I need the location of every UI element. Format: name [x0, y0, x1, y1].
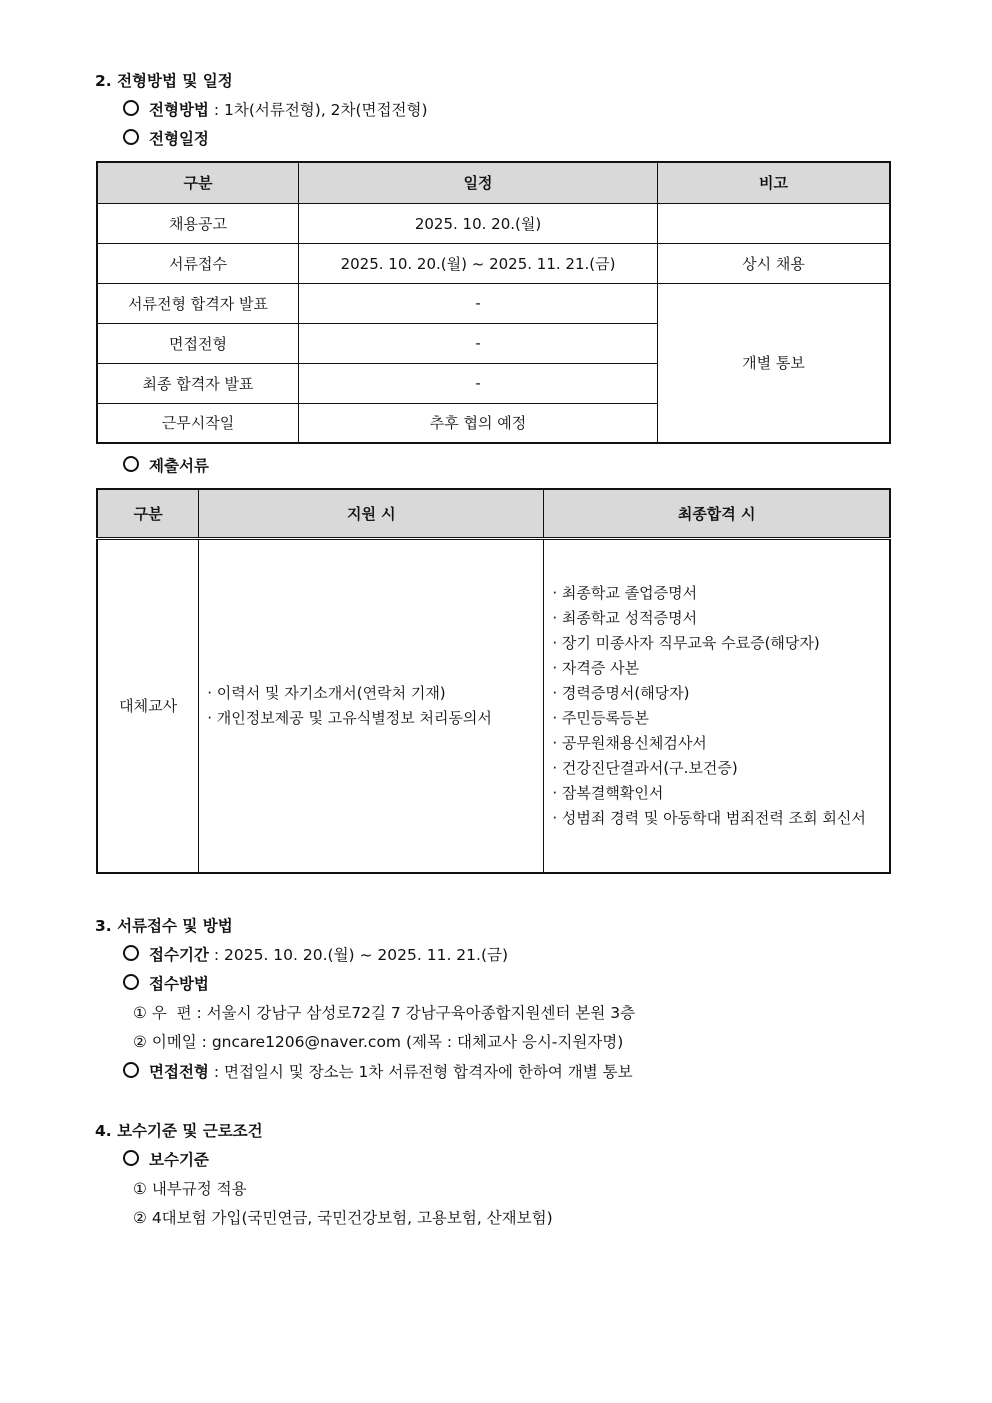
- schedule-item: 근무시작일: [97, 403, 298, 443]
- schedule-date: -: [298, 363, 657, 403]
- final-docs-cell: [544, 538, 890, 873]
- mail-line: ① 우 편 : 서울시 강남구 삼성로72길 7 강남구육아종합지원센터 본원 3층: [133, 1004, 636, 1022]
- list-item: · 공무원채용신체검사서: [552, 733, 707, 752]
- list-item: · 잠복결핵확인서: [552, 783, 664, 802]
- circle-bullet-icon: [123, 1062, 139, 1078]
- circle-bullet-icon: [123, 974, 139, 990]
- schedule-item: 최종 합격자 발표: [97, 363, 298, 403]
- schedule-header-note: 비고: [658, 162, 890, 203]
- pay-line: [123, 1149, 209, 1171]
- interview-label: 면접전형: [149, 1063, 209, 1081]
- documents-header-category: 구분: [97, 489, 199, 538]
- section-3-heading: 3. 서류접수 및 방법: [95, 917, 233, 935]
- section-4-heading: 4. 보수기준 및 근로조건: [95, 1122, 263, 1140]
- table-row: [97, 243, 890, 283]
- list-item: · 경력증명서(해당자): [552, 683, 690, 702]
- schedule-date: -: [298, 323, 657, 363]
- schedule-label: 전형일정: [149, 130, 209, 148]
- list-item: · 장기 미종사자 직무교육 수료증(해당자): [552, 633, 820, 652]
- schedule-date: 2025. 10. 20.(월): [298, 203, 657, 243]
- schedule-line: [123, 128, 209, 150]
- interview-value: : 면접일시 및 장소는 1차 서류전형 합격자에 한하여 개별 통보: [213, 1063, 633, 1081]
- table-row: [97, 538, 890, 873]
- documents-header-apply: 지원 시: [199, 489, 544, 538]
- schedule-header-date: 일정: [298, 162, 657, 203]
- schedule-item: 채용공고: [97, 203, 298, 243]
- schedule-merged-note: 개별 통보: [658, 283, 890, 443]
- list-item: · 주민등록등본: [552, 708, 649, 727]
- period-label: 접수기간: [149, 946, 209, 964]
- schedule-header-category: 구분: [97, 162, 298, 203]
- receipt-method-label: 접수방법: [149, 975, 209, 993]
- list-item: · 이력서 및 자기소개서(연락처 기재): [207, 683, 446, 702]
- method-label: 전형방법: [149, 101, 209, 119]
- documents-category: 대체교사: [97, 538, 199, 873]
- schedule-note: [658, 203, 890, 243]
- schedule-date: 추후 협의 예정: [298, 403, 657, 443]
- period-line: [123, 944, 508, 966]
- documents-header-final: 최종합격 시: [544, 489, 890, 538]
- list-item: · 최종학교 졸업증명서: [552, 583, 698, 602]
- method-line: [123, 99, 428, 121]
- circle-bullet-icon: [123, 456, 139, 472]
- schedule-table: [96, 161, 891, 444]
- circle-bullet-icon: [123, 100, 139, 116]
- schedule-date: -: [298, 283, 657, 323]
- email-line: ② 이메일 : gncare1206@naver.com (제목 : 대체교사 응시-지원자명): [133, 1033, 624, 1051]
- circle-bullet-icon: [123, 945, 139, 961]
- list-item: · 개인정보제공 및 고유식별정보 처리동의서: [207, 708, 492, 727]
- pay-item-1: ① 내부규정 적용: [133, 1180, 247, 1198]
- documents-table: [96, 488, 891, 874]
- pay-item-2: ② 4대보험 가입(국민연금, 국민건강보험, 고용보험, 산재보험): [133, 1209, 553, 1227]
- table-row: [97, 203, 890, 243]
- schedule-item: 서류전형 합격자 발표: [97, 283, 298, 323]
- receipt-method-line: [123, 973, 209, 995]
- circle-bullet-icon: [123, 1150, 139, 1166]
- list-item: · 자격증 사본: [552, 658, 640, 677]
- schedule-header-row: [97, 162, 890, 203]
- section-2-heading: 2. 전형방법 및 일정: [95, 72, 233, 90]
- list-item: · 성범죄 경력 및 아동학대 범죄전력 조회 회신서: [552, 808, 866, 827]
- docs-label: 제출서류: [149, 457, 209, 475]
- docs-line: [123, 455, 209, 477]
- documents-header-row: [97, 489, 890, 538]
- circle-bullet-icon: [123, 129, 139, 145]
- table-row: [97, 283, 890, 323]
- pay-label: 보수기준: [149, 1151, 209, 1169]
- schedule-item: 서류접수: [97, 243, 298, 283]
- interview-line: [123, 1061, 633, 1083]
- list-item: · 건강진단결과서(구.보건증): [552, 758, 738, 777]
- apply-docs-cell: [199, 538, 544, 873]
- list-item: · 최종학교 성적증명서: [552, 608, 698, 627]
- period-value: : 2025. 10. 20.(월) ~ 2025. 11. 21.(금): [213, 946, 509, 964]
- schedule-date: 2025. 10. 20.(월) ~ 2025. 11. 21.(금): [298, 243, 657, 283]
- schedule-item: 면접전형: [97, 323, 298, 363]
- schedule-note: 상시 채용: [658, 243, 890, 283]
- method-value: : 1차(서류전형), 2차(면접전형): [213, 101, 428, 119]
